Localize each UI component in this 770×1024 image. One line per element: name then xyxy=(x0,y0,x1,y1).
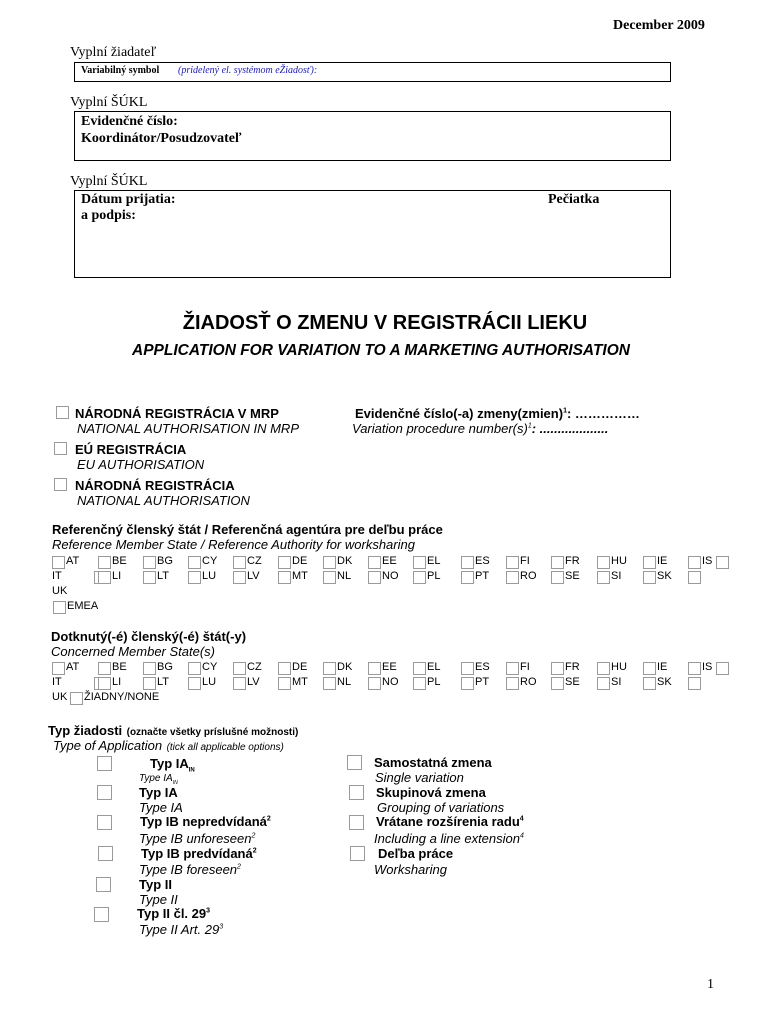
concerned_state-es-label: ES xyxy=(475,661,490,673)
reference_state-lv-label: LV xyxy=(247,570,260,582)
sukl-receipt-box[interactable] xyxy=(74,190,671,278)
concerned_state-nl-checkbox[interactable] xyxy=(323,677,336,690)
type-ia-in-subscript: IN xyxy=(188,767,195,774)
reference_state-nl-checkbox[interactable] xyxy=(323,571,336,584)
reference_state-uk-label: UK xyxy=(52,585,68,597)
reference_state-de-checkbox[interactable] xyxy=(278,556,291,569)
concerned_state-it-label: IT xyxy=(52,676,62,688)
reference_state-ie-label: IE xyxy=(657,555,668,567)
reference_state-be-checkbox[interactable] xyxy=(98,556,111,569)
footnote-2-en: 2 xyxy=(251,832,256,840)
concerned-state-subheading: Concerned Member State(s) xyxy=(51,644,216,659)
reference_state-ie-checkbox[interactable] xyxy=(643,556,656,569)
reference_state-de-label: DE xyxy=(292,555,308,567)
concerned_state-se-checkbox[interactable] xyxy=(551,677,564,690)
type-ii-label: Typ II xyxy=(139,877,172,892)
type-ib-foreseen-en-text: Type IB foreseen xyxy=(139,862,238,877)
concerned_state-at-label: AT xyxy=(66,661,80,673)
type-ib-unforeseen-label-en xyxy=(139,831,255,846)
sukl-box2-caption: Vyplní ŠÚKL xyxy=(70,174,148,189)
single-variation-label: Samostatná zmena xyxy=(374,755,492,770)
reference_state-pl-label: PL xyxy=(427,570,441,582)
reference_state-si-label: SI xyxy=(611,570,622,582)
concerned_state-no-checkbox[interactable] xyxy=(368,677,381,690)
reference_state-cy-checkbox[interactable] xyxy=(188,556,201,569)
concerned_state-li-label: LI xyxy=(112,676,122,688)
footnote-3: 3 xyxy=(206,907,211,915)
line-extension-en-text: Including a line extension xyxy=(374,831,520,846)
reference_state-li-label: LI xyxy=(112,570,122,582)
concerned_state-el-label: EL xyxy=(427,661,441,673)
reference_state-no-checkbox[interactable] xyxy=(368,571,381,584)
line-extension-label xyxy=(376,814,524,829)
concerned_state-lu-label: LU xyxy=(202,676,217,688)
type-ia-label-en: Type IA xyxy=(139,800,183,815)
reference_state-ro-label: RO xyxy=(520,570,537,582)
concerned_state-fr-checkbox[interactable] xyxy=(551,662,564,675)
type-ii-art29-en-text: Type II Art. 29 xyxy=(139,922,220,937)
concerned-state-heading: Dotknutý(-é) členský(-é) štát(-y) xyxy=(51,629,247,644)
line-extension-label-en xyxy=(374,831,524,846)
reference_state-fr-label: FR xyxy=(565,555,580,567)
type-ii-art29-checkbox[interactable] xyxy=(94,907,109,922)
reference_state-no-label: NO xyxy=(382,570,399,582)
stamp-label: Pečiatka xyxy=(548,192,600,207)
worksharing-label: Deľba práce xyxy=(378,846,454,861)
concerned_state-pl-label: PL xyxy=(427,676,441,688)
concerned_state-li-checkbox[interactable] xyxy=(98,677,111,690)
variable-symbol-note: (pridelený el. systémom eŽiadosť): xyxy=(178,65,318,76)
type-ia-in-label-en xyxy=(139,773,178,784)
type-ib-unforeseen-checkbox[interactable] xyxy=(97,815,112,830)
document-date: December 2009 xyxy=(613,18,705,33)
reference_state-it-label: IT xyxy=(52,570,62,582)
concerned_state-lv-label: LV xyxy=(247,676,260,688)
concerned_state-sk-checkbox[interactable] xyxy=(643,677,656,690)
sukl-registration-box[interactable] xyxy=(74,111,671,161)
footnote-2-b: 2 xyxy=(252,847,257,855)
concerned_state-si-label: SI xyxy=(611,676,622,688)
concerned_state-cz-label: CZ xyxy=(247,661,262,673)
footnote-2: 2 xyxy=(266,815,271,823)
concerned_state-lt-checkbox[interactable] xyxy=(143,677,156,690)
national-mrp-label-en: NATIONAL AUTHORISATION IN MRP xyxy=(77,421,299,436)
eu-authorisation-checkbox[interactable] xyxy=(54,442,67,455)
concerned_state-uk-label: UK xyxy=(52,691,68,703)
type-ib-foreseen-label xyxy=(141,846,257,861)
concerned_state-at-checkbox[interactable] xyxy=(52,662,65,675)
grouping-label: Skupinová zmena xyxy=(376,785,486,800)
variation-number-label-text: Evidenčné číslo(-a) zmeny(zmien) xyxy=(355,406,564,421)
eu-authorisation-label: EÚ REGISTRÁCIA xyxy=(75,442,187,457)
concerned_state-se-label: SE xyxy=(565,676,580,688)
reference_state-sk-checkbox[interactable] xyxy=(643,571,656,584)
national-authorisation-label: NÁRODNÁ REGISTRÁCIA xyxy=(75,478,235,493)
concerned_state-sk-label: SK xyxy=(657,676,672,688)
reference_state-pl-checkbox[interactable] xyxy=(413,571,426,584)
emea-label: EMEA xyxy=(67,600,99,612)
reference_state-nl-label: NL xyxy=(337,570,352,582)
reference_state-mt-label: MT xyxy=(292,570,308,582)
footnote-4: 4 xyxy=(519,815,524,823)
type-ib-unforeseen-en-text: Type IB unforeseen xyxy=(139,831,252,846)
national-authorisation-checkbox[interactable] xyxy=(54,478,67,491)
concerned_state-ro-checkbox[interactable] xyxy=(506,677,519,690)
concerned_state-dk-checkbox[interactable] xyxy=(323,662,336,675)
concerned_state-pt-checkbox[interactable] xyxy=(461,677,474,690)
concerned_state-cz-checkbox[interactable] xyxy=(233,662,246,675)
date-received-label: Dátum prijatia: xyxy=(81,192,176,207)
reference_state-lu-checkbox[interactable] xyxy=(188,571,201,584)
type-ia-checkbox[interactable] xyxy=(97,785,112,800)
concerned_state-nl-label: NL xyxy=(337,676,352,688)
emea-checkbox[interactable] xyxy=(53,601,66,614)
concerned_state-pl-checkbox[interactable] xyxy=(413,677,426,690)
reference_state-bg-checkbox[interactable] xyxy=(143,556,156,569)
coordinator-label: Koordinátor/Posudzovateľ xyxy=(81,131,242,146)
national-authorisation-label-en: NATIONAL AUTHORISATION xyxy=(77,493,250,508)
none-checkbox[interactable] xyxy=(70,692,83,705)
concerned_state-lv-checkbox[interactable] xyxy=(233,677,246,690)
reference_state-lu-label: LU xyxy=(202,570,217,582)
variation-number-en-dots: : ................... xyxy=(531,421,609,436)
line-extension-text: Vrátane rozšírenia radu xyxy=(376,814,520,829)
reference_state-be-label: BE xyxy=(112,555,127,567)
reference_state-pt-label: PT xyxy=(475,570,490,582)
concerned_state-lu-checkbox[interactable] xyxy=(188,677,201,690)
reference_state-el-checkbox[interactable] xyxy=(413,556,426,569)
type-ib-unforeseen-text: Typ IB nepredvídaná xyxy=(140,814,267,829)
page-number: 1 xyxy=(707,977,714,992)
reference_state-sk-label: SK xyxy=(657,570,672,582)
concerned_state-be-label: BE xyxy=(112,661,127,673)
reference_state-cy-label: CY xyxy=(202,555,218,567)
reference_state-lt-label: LT xyxy=(157,570,170,582)
reference_state-es-checkbox[interactable] xyxy=(461,556,474,569)
line-extension-checkbox[interactable] xyxy=(349,815,364,830)
reference_state-is-checkbox[interactable] xyxy=(688,556,701,569)
reference_state-is-checkbox[interactable] xyxy=(716,556,729,569)
concerned_state-fr-label: FR xyxy=(565,661,580,673)
reference_state-is-label: IS xyxy=(702,555,713,567)
variation-number-en-text: Variation procedure number(s) xyxy=(352,421,528,436)
type-ii-label-en: Type II xyxy=(139,892,178,907)
worksharing-checkbox[interactable] xyxy=(350,846,365,861)
reference_state-se-checkbox[interactable] xyxy=(551,571,564,584)
single-variation-label-en: Single variation xyxy=(375,770,464,785)
type-ii-art29-label xyxy=(137,906,210,921)
reference_state-uk-checkbox[interactable] xyxy=(688,571,701,584)
concerned_state-is-label: IS xyxy=(702,661,713,673)
concerned_state-fi-label: FI xyxy=(520,661,530,673)
concerned_state-hu-checkbox[interactable] xyxy=(597,662,610,675)
reference_state-ro-checkbox[interactable] xyxy=(506,571,519,584)
type-ii-art29-text: Typ II čl. 29 xyxy=(137,906,207,921)
concerned_state-pt-label: PT xyxy=(475,676,490,688)
concerned_state-de-checkbox[interactable] xyxy=(278,662,291,675)
application-type-subheading-note: (tick all applicable options) xyxy=(166,742,284,753)
reference_state-hu-label: HU xyxy=(611,555,627,567)
concerned_state-es-checkbox[interactable] xyxy=(461,662,474,675)
type-ia-in-text: Typ IA xyxy=(150,756,189,771)
concerned_state-ie-checkbox[interactable] xyxy=(643,662,656,675)
type-ia-label: Typ IA xyxy=(139,785,178,800)
grouping-checkbox[interactable] xyxy=(349,785,364,800)
reference_state-at-checkbox[interactable] xyxy=(52,556,65,569)
concerned_state-cy-checkbox[interactable] xyxy=(188,662,201,675)
form-subtitle: APPLICATION FOR VARIATION TO A MARKETING AUTHORISATION xyxy=(132,342,630,359)
type-ii-art29-label-en xyxy=(139,922,223,937)
signature-label: a podpis: xyxy=(81,208,136,223)
applicant-box-caption: Vyplní žiadateľ xyxy=(70,45,157,60)
variation-number-dots: : …………… xyxy=(566,406,640,421)
footnote-1: 1 xyxy=(563,407,567,415)
concerned_state-lt-label: LT xyxy=(157,676,170,688)
grouping-label-en: Grouping of variations xyxy=(377,800,505,815)
type-ia-in-checkbox[interactable] xyxy=(97,756,112,771)
concerned_state-ro-label: RO xyxy=(520,676,537,688)
form-title: ŽIADOSŤ O ZMENU V REGISTRÁCII LIEKU xyxy=(182,312,588,334)
concerned_state-ee-label: EE xyxy=(382,661,397,673)
reference_state-pt-checkbox[interactable] xyxy=(461,571,474,584)
reference_state-at-label: AT xyxy=(66,555,80,567)
concerned_state-no-label: NO xyxy=(382,676,399,688)
concerned_state-hu-label: HU xyxy=(611,661,627,673)
concerned_state-cy-label: CY xyxy=(202,661,218,673)
type-ia-in-en-subscript: IN xyxy=(172,780,178,786)
reference_state-lv-checkbox[interactable] xyxy=(233,571,246,584)
concerned_state-el-checkbox[interactable] xyxy=(413,662,426,675)
concerned_state-uk-checkbox[interactable] xyxy=(688,677,701,690)
reference_state-es-label: ES xyxy=(475,555,490,567)
concerned_state-si-checkbox[interactable] xyxy=(597,677,610,690)
reference_state-ee-label: EE xyxy=(382,555,397,567)
reference_state-fr-checkbox[interactable] xyxy=(551,556,564,569)
single-variation-checkbox[interactable] xyxy=(347,755,362,770)
type-ib-foreseen-label-en xyxy=(139,862,241,877)
concerned_state-bg-checkbox[interactable] xyxy=(143,662,156,675)
eu-authorisation-label-en: EU AUTHORISATION xyxy=(77,457,205,472)
concerned_state-is-checkbox[interactable] xyxy=(688,662,701,675)
type-ia-in-en-text: Type IA xyxy=(139,773,173,784)
worksharing-label-en: Worksharing xyxy=(374,862,447,877)
national-mrp-checkbox[interactable] xyxy=(56,406,69,419)
reference_state-fi-checkbox[interactable] xyxy=(506,556,519,569)
reference-state-subheading: Reference Member State / Reference Authority for worksharing xyxy=(52,537,415,552)
reference_state-el-label: EL xyxy=(427,555,441,567)
application-type-subheading xyxy=(53,737,284,755)
type-ib-foreseen-text: Typ IB predvídaná xyxy=(141,846,253,861)
reference_state-fi-label: FI xyxy=(520,555,530,567)
none-label: ŽIADNY/NONE xyxy=(84,691,160,703)
type-ii-checkbox[interactable] xyxy=(96,877,111,892)
concerned_state-de-label: DE xyxy=(292,661,308,673)
footnote-3-en: 3 xyxy=(219,923,224,931)
reference_state-bg-label: BG xyxy=(157,555,173,567)
type-ia-in-label xyxy=(150,756,195,774)
reference_state-dk-checkbox[interactable] xyxy=(323,556,336,569)
concerned_state-fi-checkbox[interactable] xyxy=(506,662,519,675)
reference-state-heading: Referenčný členský štát / Referenčná agentúra pre deľbu práce xyxy=(52,522,443,537)
footnote-4-en: 4 xyxy=(520,832,524,840)
type-ib-unforeseen-label xyxy=(140,814,271,829)
reference_state-dk-label: DK xyxy=(337,555,353,567)
reference_state-li-checkbox[interactable] xyxy=(98,571,111,584)
application-type-heading-text: Typ žiadosti xyxy=(48,723,123,738)
footnote-1-en: 1 xyxy=(527,422,532,430)
concerned_state-ie-label: IE xyxy=(657,661,668,673)
reference_state-ee-checkbox[interactable] xyxy=(368,556,381,569)
type-ib-foreseen-checkbox[interactable] xyxy=(98,846,113,861)
concerned_state-dk-label: DK xyxy=(337,661,353,673)
concerned_state-mt-checkbox[interactable] xyxy=(278,677,291,690)
concerned_state-is-checkbox[interactable] xyxy=(716,662,729,675)
national-mrp-label: NÁRODNÁ REGISTRÁCIA V MRP xyxy=(75,406,279,421)
concerned_state-be-checkbox[interactable] xyxy=(98,662,111,675)
application-type-heading-note: (označte všetky príslušné možnosti) xyxy=(126,727,299,738)
reference_state-cz-checkbox[interactable] xyxy=(233,556,246,569)
reference_state-mt-checkbox[interactable] xyxy=(278,571,291,584)
reference_state-lt-checkbox[interactable] xyxy=(143,571,156,584)
concerned_state-bg-label: BG xyxy=(157,661,173,673)
reference_state-hu-checkbox[interactable] xyxy=(597,556,610,569)
variation-number-label-en xyxy=(352,421,608,436)
reference_state-si-checkbox[interactable] xyxy=(597,571,610,584)
variable-symbol-field[interactable] xyxy=(74,62,671,82)
sukl-box1-caption: Vyplní ŠÚKL xyxy=(70,95,148,110)
variation-number-label[interactable] xyxy=(355,406,640,421)
variable-symbol-label: Variabilný symbol xyxy=(81,65,160,76)
footnote-2-b-en: 2 xyxy=(237,863,241,871)
registration-number-label: Evidenčné číslo: xyxy=(81,114,178,129)
reference_state-se-label: SE xyxy=(565,570,580,582)
concerned_state-mt-label: MT xyxy=(292,676,308,688)
application-type-subheading-text: Type of Application xyxy=(53,738,163,753)
concerned_state-ee-checkbox[interactable] xyxy=(368,662,381,675)
reference_state-cz-label: CZ xyxy=(247,555,262,567)
